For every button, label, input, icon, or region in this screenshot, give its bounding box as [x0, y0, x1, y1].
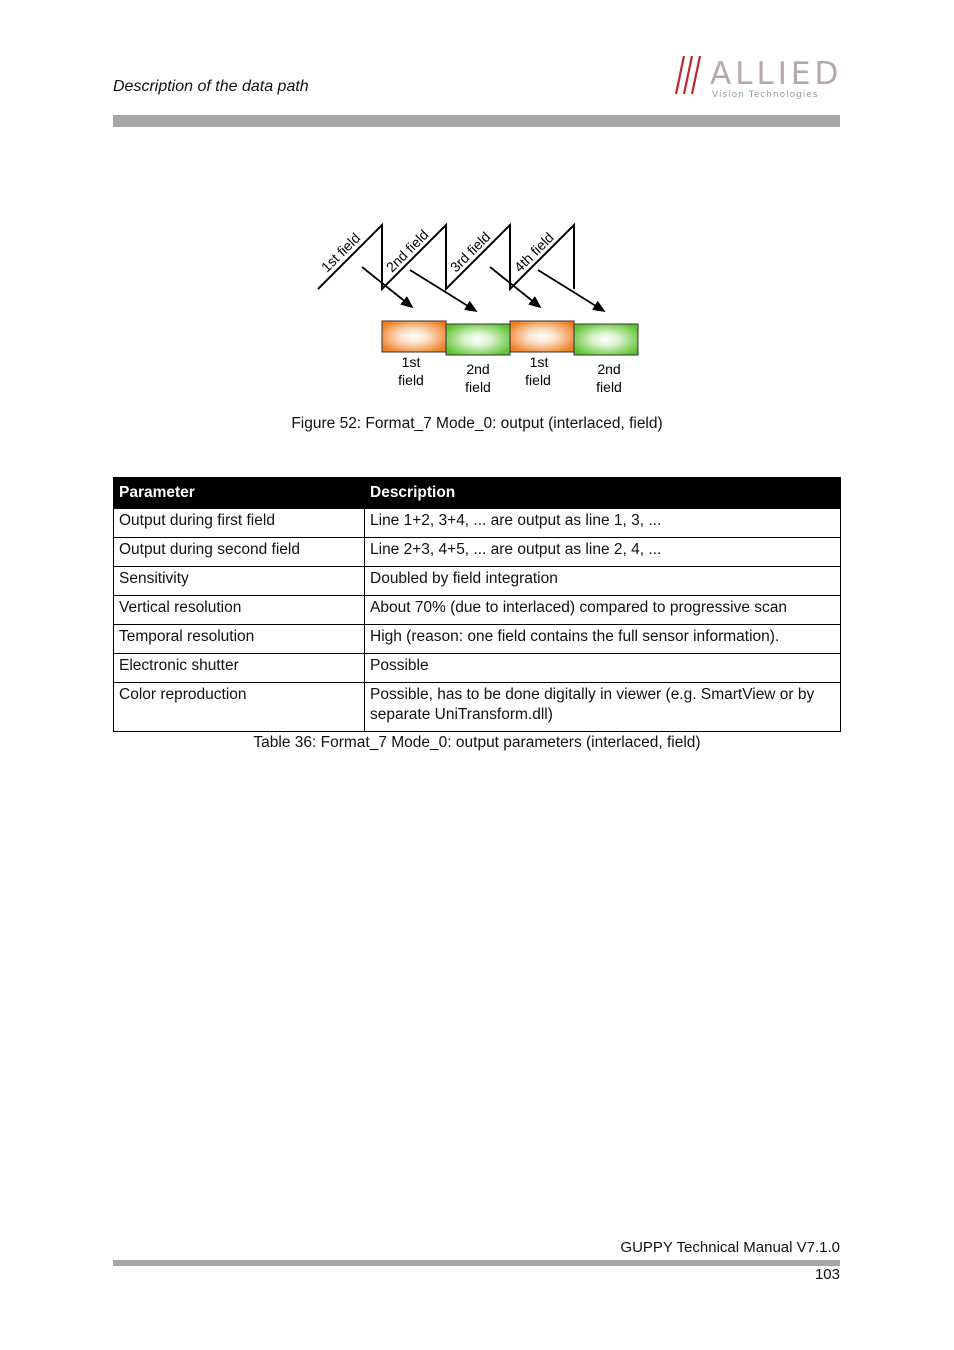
row-parameter: Color reproduction [114, 683, 365, 732]
header-description: Description [365, 478, 841, 509]
arrow-1 [362, 267, 412, 307]
row-parameter: Temporal resolution [114, 625, 365, 654]
field-label-4: 4th field [510, 229, 557, 276]
interlaced-field-diagram [300, 215, 660, 410]
block-3-line1: 1st [529, 354, 549, 370]
table-header-row [114, 478, 841, 509]
block-3-line2: field [525, 372, 551, 388]
block-4-line1: 2nd [597, 361, 621, 377]
row-parameter: Sensitivity [114, 567, 365, 596]
row-parameter: Vertical resolution [114, 596, 365, 625]
block-1-line2: field [398, 372, 424, 388]
row-description: Possible, has to be done digitally in viewer (e.g. SmartView or by separate UniTransform.dll) [365, 683, 841, 732]
logo-subtitle: Vision Technologies [712, 90, 819, 100]
page-number: 103 [814, 1266, 840, 1283]
block-2nd-field-a [446, 324, 510, 355]
row-parameter: Output during first field [114, 509, 365, 538]
table-row [114, 596, 841, 625]
row-description: Line 1+2, 3+4, ... are output as line 1, 3, ... [365, 509, 841, 538]
row-description: About 70% (due to interlaced) compared to progressive scan [365, 596, 841, 625]
block-1-line1: 1st [401, 354, 421, 370]
allied-logo [666, 54, 842, 102]
block-2nd-field-b [574, 324, 638, 355]
block-1st-field-a [382, 321, 446, 352]
footer-rule [113, 1260, 840, 1266]
table-row [114, 538, 841, 567]
block-2-line2: field [465, 379, 491, 395]
header-parameter: Parameter [114, 478, 365, 509]
table-row [114, 509, 841, 538]
table-row [114, 654, 841, 683]
arrow-2 [410, 270, 476, 311]
table-row [114, 625, 841, 654]
figure-caption: Figure 52: Format_7 Mode_0: output (interlaced, field) [291, 415, 663, 432]
manual-title: GUPPY Technical Manual V7.1.0 [620, 1239, 840, 1256]
row-description: High (reason: one field contains the full sensor information). [365, 625, 841, 654]
table-row [114, 567, 841, 596]
arrow-4 [538, 270, 604, 311]
block-4-line2: field [596, 379, 622, 395]
table-row [114, 683, 841, 732]
row-parameter: Output during second field [114, 538, 365, 567]
block-1st-field-b [510, 321, 574, 352]
field-label-1: 1st field [317, 229, 364, 276]
row-description: Doubled by field integration [365, 567, 841, 596]
field-label-2: 2nd field [382, 226, 432, 276]
field-label-3: 3rd field [446, 228, 494, 276]
row-parameter: Electronic shutter [114, 654, 365, 683]
row-description: Possible [365, 654, 841, 683]
section-title: Description of the data path [113, 78, 309, 95]
arrow-3 [490, 267, 540, 307]
header-rule [113, 115, 840, 127]
block-2-line1: 2nd [466, 361, 490, 377]
logo-word: ALLIED [710, 56, 842, 92]
row-description: Line 2+3, 4+5, ... are output as line 2, 4, ... [365, 538, 841, 567]
table-caption: Table 36: Format_7 Mode_0: output parameters (interlaced, field) [253, 734, 701, 751]
parameters-table [113, 477, 841, 732]
